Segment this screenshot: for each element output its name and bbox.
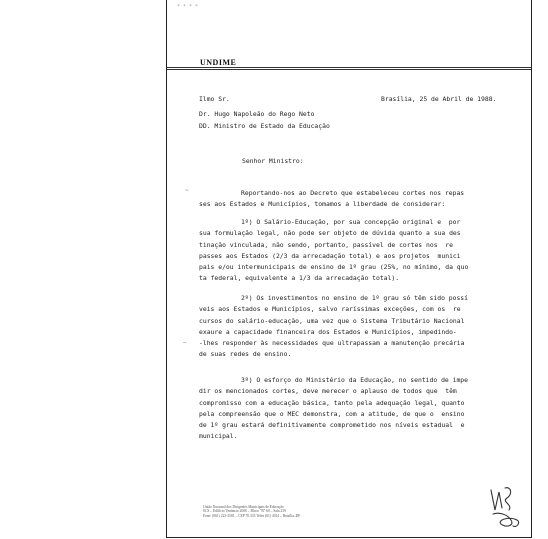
point-3-line: 3º) O esforço do Ministério da Educação, no sentido de impe (241, 376, 469, 384)
greeting: Senhor Ministro: (242, 157, 304, 165)
point-3-line: municipal. (199, 432, 238, 441)
point-2-line: cursos do salário-educação, uma vez que o Sistema Tributário Nacional (199, 316, 465, 325)
point-1-line: sua formulação legal, não pode ser objeto de dúvida quanto a sua des (199, 229, 461, 238)
point-2-line: exaure a capacidade financeira dos Estados e Municípios, impedindo- (199, 327, 457, 336)
point-1-line: ta federal, equivalente a 1/3 da arrecadação total). (199, 274, 400, 283)
header-mark: * * * * (177, 4, 199, 10)
header-rule-2 (167, 69, 531, 70)
point-1-line: 1º) O Salário-Educação, por sua concepção original e por (241, 218, 461, 226)
undime-logo: UNDIME (200, 58, 237, 67)
point-2-line: de suas redes de ensino. (199, 350, 292, 359)
footer-address (203, 505, 300, 518)
footer-line: Fone: (061) 223-2581 – CEP 70.333 Telex (61) 4014 – Brasília–DF (203, 513, 301, 518)
recipient-name: Dr. Hugo Napoleão do Rego Neto (199, 110, 315, 118)
point-3-line: dir os mencionados cortes, deve merecer o aplauso de todos que têm (199, 387, 457, 396)
point-3-line: compromisso com a educação básica, tanto pela adequação legal, quanto (199, 398, 465, 407)
point-3-paragraph (199, 375, 517, 443)
point-2-line: 2º) Os investimentos no ensino de 1º grau só têm sido possí (241, 294, 469, 302)
point-1-line: tinação vinculada, não sendo, portanto, passível de cortes nos re (199, 240, 453, 249)
footer-line: SCS – Edifício Venâncio 2000 – Bloco "B" 60 – Sala 239 (203, 509, 286, 514)
intro-paragraph (199, 188, 517, 211)
letter-page (166, 0, 532, 538)
point-2-paragraph (199, 293, 517, 361)
point-2-line: -lhes responder às necessidades que ultrapassam a manutenção precária (199, 339, 465, 348)
point-3-line: de 1º grau estará definitivamente comprometido nos níveis estadual e (199, 421, 465, 430)
margin-mark: ~ (185, 187, 189, 194)
intro-line: ses aos Estados e Municípios, tomamos a liberdade de considerar: (199, 200, 446, 209)
point-2-line: veis aos Estados e Municípios, salvo raríssimas exceções, com os re (199, 305, 461, 314)
point-1-line: passes aos Estados (2/3 da arrecadação total) e aos projetos munici (199, 251, 461, 260)
salutation: Ilmo Sr. (199, 95, 230, 103)
place-date: Brasília, 25 de Abril de 1988. (381, 95, 497, 103)
handwritten-signature (487, 484, 527, 532)
point-1-line: pais e/ou intermunicipais de ensino de 1º grau (25%, no mínimo, da quo (199, 263, 469, 272)
header-rule (167, 67, 531, 68)
recipient-title: DD. Ministro de Estado da Educação (199, 122, 330, 130)
point-3-line: pela compreensão que o MEC demonstra, com a atitude, de que o ensino (199, 409, 465, 418)
margin-mark: — (183, 339, 187, 346)
point-1-paragraph (199, 217, 517, 285)
intro-line: Reportando-nos ao Decreto que estabeleceu cortes nos repas (241, 189, 465, 197)
footer-line: União Nacional dos Dirigentes Municipais de Educação (203, 505, 284, 509)
